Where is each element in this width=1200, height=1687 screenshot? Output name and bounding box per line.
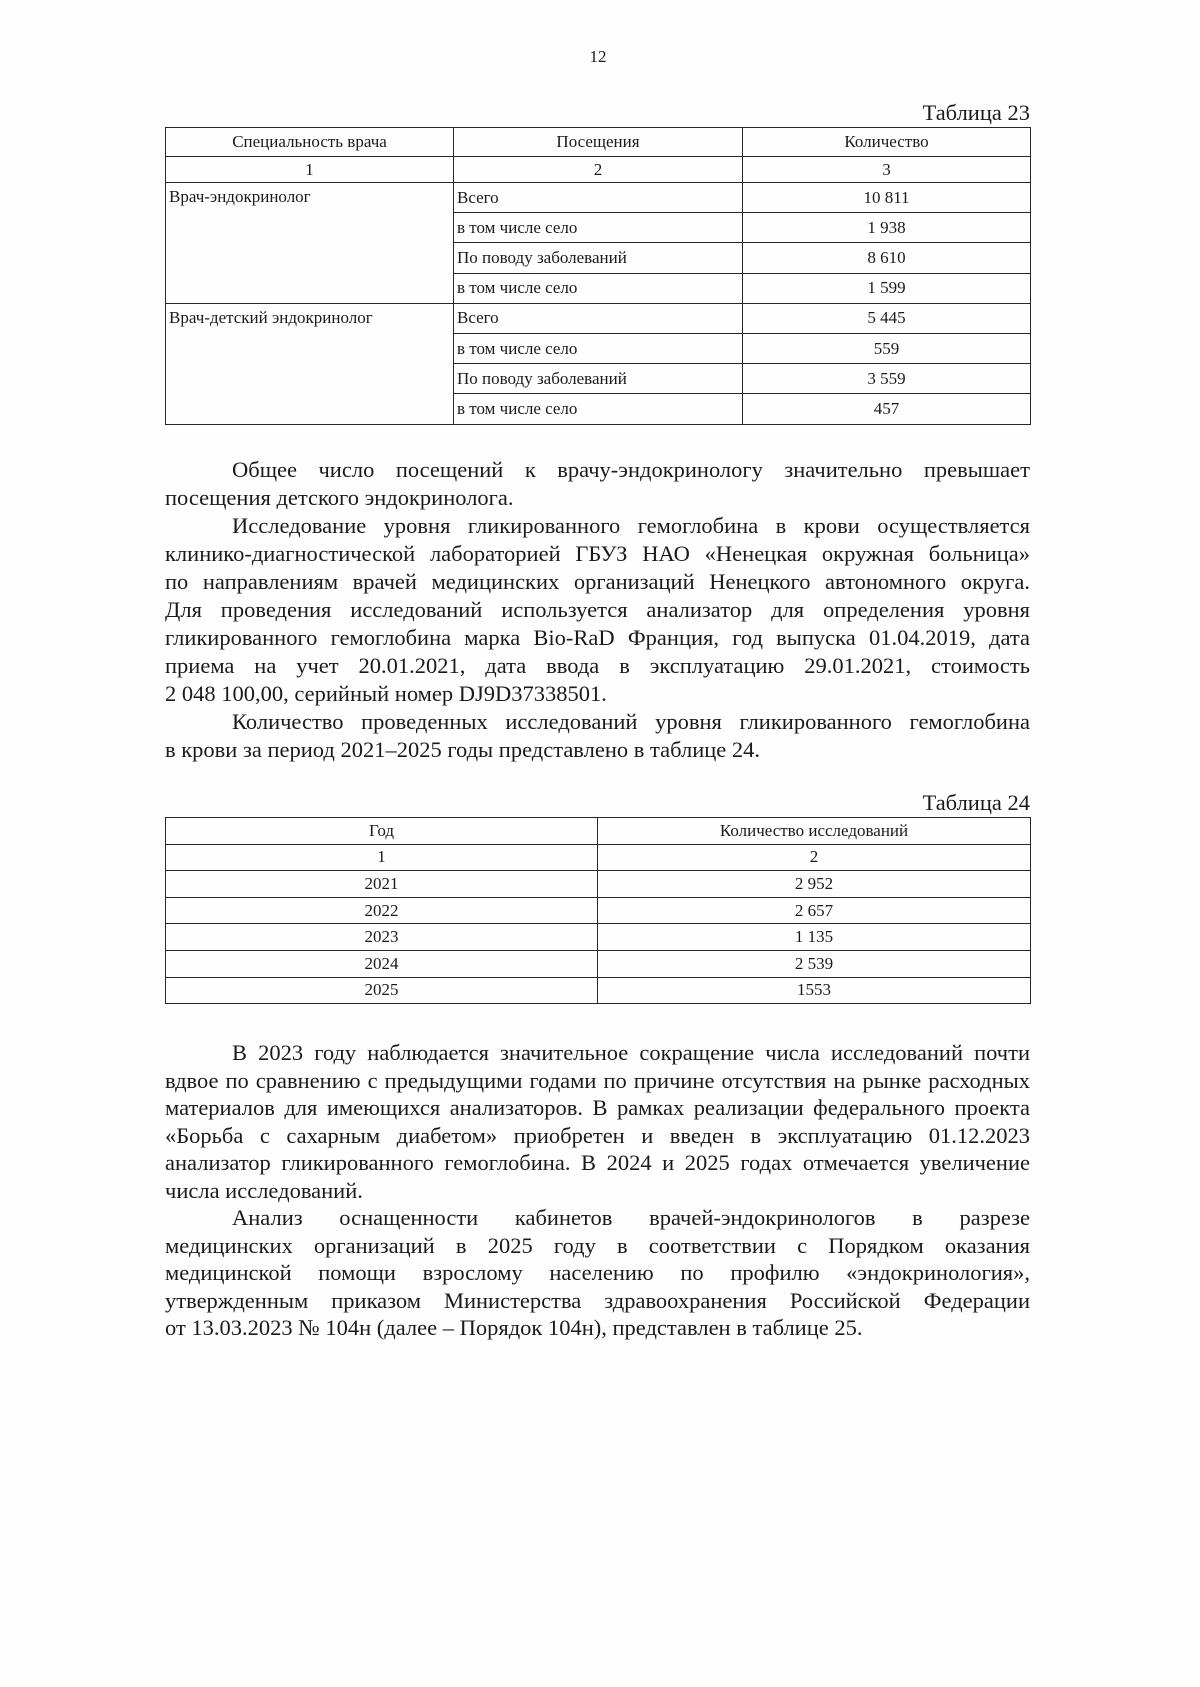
- paragraph-line: приема на учет 20.01.2021, дата ввода в эксплуатацию 29.01.2021, стоимость: [165, 653, 1030, 678]
- paragraph-line: Анализ оснащенности кабинетов врачей-эндокринологов в разрезе: [232, 1205, 1030, 1230]
- visit-type-cell: в том числе село: [454, 394, 743, 424]
- visit-count-cell: 10 811: [743, 183, 1031, 213]
- column-number: 2: [598, 844, 1031, 871]
- visit-count-cell: 457: [743, 394, 1031, 424]
- table-24: [165, 817, 1031, 1004]
- paragraph-line: в крови за период 2021–2025 годы представлено в таблице 24.: [165, 737, 761, 762]
- visit-type-cell: По поводу заболеваний: [454, 364, 743, 394]
- visit-type-cell: в том числе село: [454, 333, 743, 363]
- table-row: [166, 871, 1031, 898]
- visit-type-cell: Всего: [454, 183, 743, 213]
- table-row: [166, 183, 1031, 213]
- study-count-cell: 1553: [598, 977, 1031, 1004]
- table-row: [166, 924, 1031, 951]
- paragraph-line: анализатор гликированного гемоглобина. В 2024 и 2025 годах отмечается увеличение: [165, 1150, 1030, 1175]
- year-cell: 2022: [166, 897, 598, 924]
- paragraph-line: Исследование уровня гликированного гемоглобина в крови осуществляется: [232, 513, 1030, 538]
- paragraph-line: Общее число посещений к врачу-эндокринологу значительно превышает: [232, 457, 1030, 482]
- paragraph-line: медицинских организаций в 2025 году в соответствии с Порядком оказания: [165, 1232, 1030, 1258]
- study-count-cell: 2 539: [598, 950, 1031, 977]
- paragraph: [165, 708, 1030, 764]
- text-block-2: [165, 1039, 1030, 1342]
- paragraph-line: Для проведения исследований используется анализатор для определения уровня: [165, 597, 1030, 622]
- paragraph-line: В 2023 году наблюдается значительное сокращение числа исследований почти: [232, 1040, 1030, 1065]
- visit-count-cell: 5 445: [743, 303, 1031, 333]
- paragraph-line: медицинской помощи взрослому населению по профилю «эндокринология»,: [165, 1260, 1030, 1285]
- visit-type-cell: Всего: [454, 303, 743, 333]
- visit-count-cell: 3 559: [743, 364, 1031, 394]
- year-cell: 2021: [166, 871, 598, 898]
- table-row: [166, 897, 1031, 924]
- column-number: 3: [743, 157, 1031, 183]
- paragraph-line: утвержденным приказом Министерства здравоохранения Российской Федерации: [165, 1287, 1030, 1313]
- column-number: 1: [166, 844, 598, 871]
- page-number: 12: [589, 47, 607, 66]
- column-number: 1: [166, 157, 454, 183]
- visit-count-cell: 559: [743, 333, 1031, 363]
- paragraph-line: гликированного гемоглобина марка Bio-RaD Франция, год выпуска 01.04.2019, дата: [165, 625, 1030, 650]
- header-count: Количество: [743, 128, 1031, 157]
- visit-count-cell: 1 938: [743, 213, 1031, 243]
- visit-type-cell: По поводу заболеваний: [454, 243, 743, 273]
- column-number-row: [166, 157, 1031, 183]
- table-23: [165, 127, 1031, 425]
- header-visits: Посещения: [454, 128, 743, 157]
- paragraph-line: материалов для имеющихся анализаторов. В рамках реализации федерального проекта: [165, 1095, 1030, 1120]
- table-header-row: [166, 128, 1031, 157]
- text-block-1: [165, 456, 1030, 764]
- year-cell: 2024: [166, 950, 598, 977]
- visit-count-cell: 8 610: [743, 243, 1031, 273]
- specialty-cell: Врач-детский эндокринолог: [166, 303, 454, 424]
- year-cell: 2023: [166, 924, 598, 951]
- table-row: [166, 950, 1031, 977]
- visit-type-cell: в том числе село: [454, 273, 743, 303]
- specialty-cell: Врач-эндокринолог: [166, 183, 454, 304]
- year-cell: 2025: [166, 977, 598, 1004]
- table-23-caption: Таблица 23: [922, 100, 1030, 125]
- table-row: [166, 303, 1031, 333]
- paragraph: [165, 1204, 1030, 1342]
- paragraph-line: «Борьба с сахарным диабетом» приобретен и введен в эксплуатацию 01.12.2023: [165, 1122, 1030, 1148]
- paragraph-line: Количество проведенных исследований уровня гликированного гемоглобина: [232, 709, 1030, 734]
- paragraph-line: вдвое по сравнению с предыдущими годами по причине отсутствия на рынке расходных: [165, 1067, 1030, 1093]
- paragraph: [165, 456, 1030, 512]
- paragraph-line: 2 048 100,00, серийный номер DJ9D37338501.: [165, 681, 607, 706]
- header-specialty: Специальность врача: [166, 128, 454, 157]
- column-number-row: [166, 844, 1031, 871]
- paragraph: [165, 512, 1030, 708]
- paragraph-line: числа исследований.: [165, 1177, 363, 1203]
- study-count-cell: 1 135: [598, 924, 1031, 951]
- header-year: Год: [166, 818, 598, 845]
- header-study-count: Количество исследований: [598, 818, 1031, 845]
- visit-type-cell: в том числе село: [454, 213, 743, 243]
- column-number: 2: [454, 157, 743, 183]
- paragraph-line: по направлениям врачей медицинских организаций Ненецкого автономного округа.: [165, 569, 1030, 594]
- visit-count-cell: 1 599: [743, 273, 1031, 303]
- study-count-cell: 2 952: [598, 871, 1031, 898]
- table-row: [166, 977, 1031, 1004]
- study-count-cell: 2 657: [598, 897, 1031, 924]
- table-header-row: [166, 818, 1031, 845]
- table-24-caption: Таблица 24: [922, 790, 1030, 815]
- paragraph: [165, 1039, 1030, 1204]
- paragraph-line: посещения детского эндокринолога.: [165, 485, 514, 510]
- paragraph-line: клинико-диагностической лабораторией ГБУЗ НАО «Ненецкая окружная больница»: [165, 541, 1030, 566]
- paragraph-line: от 13.03.2023 № 104н (далее – Порядок 104н), представлен в таблице 25.: [165, 1315, 863, 1340]
